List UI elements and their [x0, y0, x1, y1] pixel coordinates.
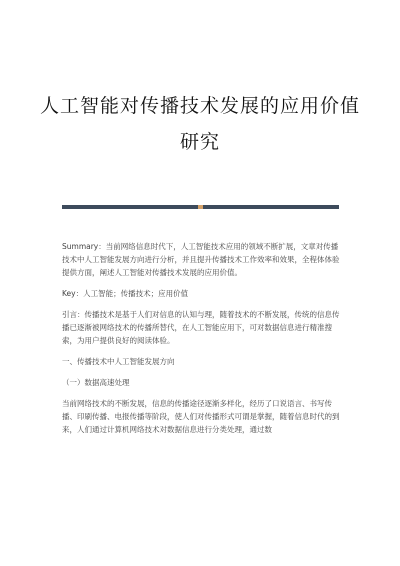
section-heading-1: 一、传播技术中人工智能发展方向	[62, 357, 175, 366]
title-divider	[62, 205, 339, 209]
summary-paragraph: Summary：当前网络信息时代下，人工智能技术应用的领域不断扩展，文章对传播技术中人工智能发展方向进行分析，并且提升传播技术工作效率和效果，全程体体验提供方面，阐述人工智能对传播技术发展的应用价值。	[62, 242, 340, 277]
document-body	[62, 240, 340, 444]
keywords-line: Key：人工智能；传播技术；应用价值	[62, 289, 189, 298]
divider-right-bar	[203, 205, 339, 209]
body-paragraph-1: 当前网络技术的不断发展，信息的传播途径逐渐多样化，经历了口说语言、书写传播、印刷传播、电报传播等阶段，使人们对传播形式可谓是掌握，随着信息时代的到来，人们通过计算机网络技术对数据信息进行分类处理，通过数	[62, 399, 340, 434]
divider-left-bar	[62, 205, 198, 209]
intro-paragraph: 引言：传播技术是基于人们对信息的认知与理，随着技术的不断发展，传统的信息传播已逐渐被网络技术的传播所替代，在人工智能应用下，可对数据信息进行精准搜索，为用户提供良好的阅读体验。	[62, 310, 340, 345]
document-title: 人工智能对传播技术发展的应用价值研究	[40, 95, 361, 153]
subsection-heading-1: （一）数据高速处理	[62, 378, 130, 387]
